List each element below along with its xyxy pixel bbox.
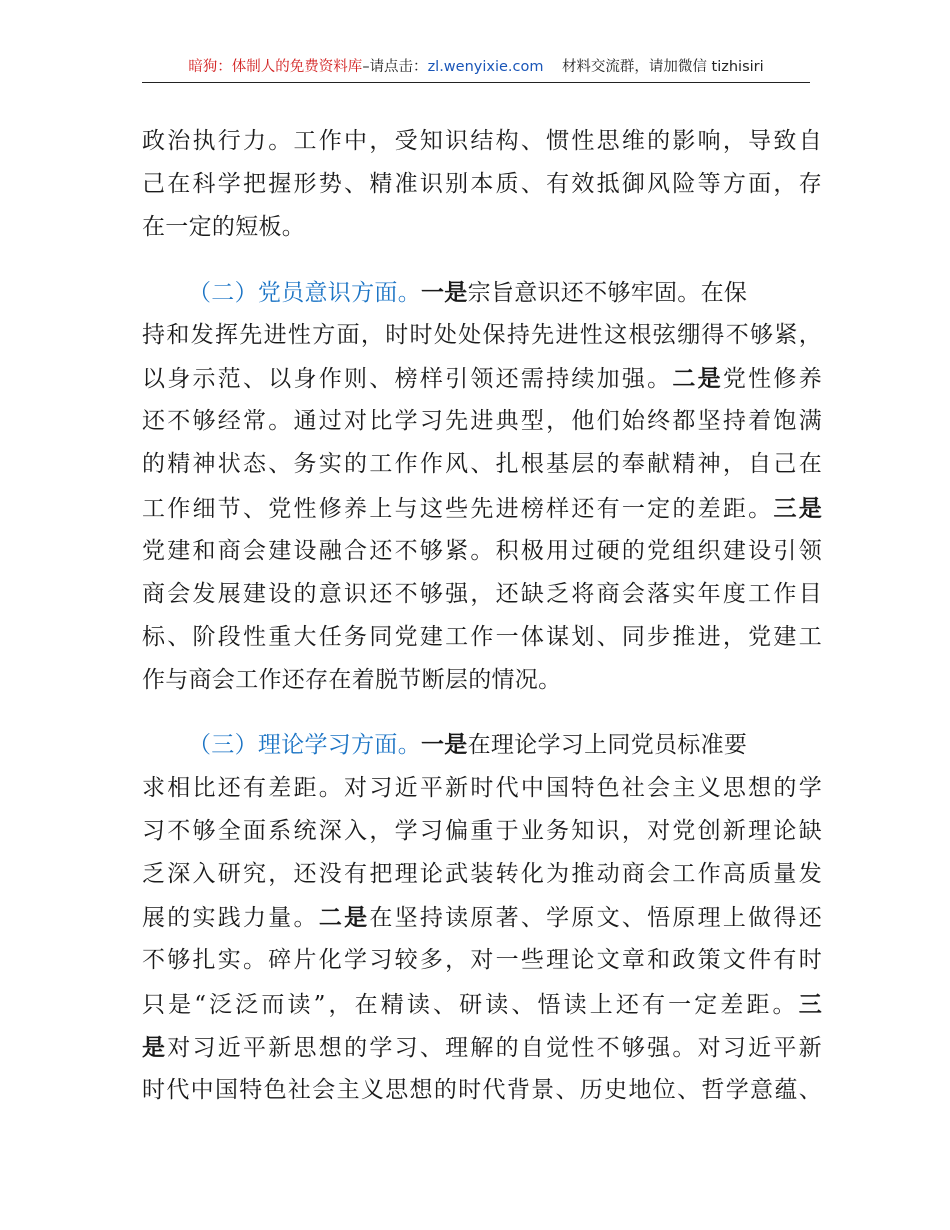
header-url-link[interactable]: zl.wenyixie.com <box>427 59 544 75</box>
text-line <box>142 896 822 939</box>
text-line: 政治执行力。工作中，受知识结构、惯性思维的影响，导致自 <box>142 128 822 154</box>
page-header <box>142 56 810 83</box>
text-line: 作与商会工作还存在着脱节断层的情况。 <box>142 667 562 694</box>
point-marker: 一是 <box>421 731 468 759</box>
text-line: 在一定的短板。 <box>142 214 306 241</box>
text-line: 时代中国特色社会主义思想的时代背景、历史地位、哲学意蕴、 <box>142 1076 822 1103</box>
text-line <box>142 357 822 400</box>
header-click-hint: –请点击： <box>362 59 428 75</box>
text-line: 己在科学把握形势、精准识别本质、有效抵御风险等方面，存 <box>142 171 822 198</box>
header-site-name: 暗狗：体制人的免费资料库 <box>188 59 363 75</box>
point-marker: 三是 <box>773 494 822 522</box>
text-span: 对习近平新思想的学习、理解的自觉性不够强。对习近平新 <box>167 1034 822 1061</box>
text-line <box>142 723 822 766</box>
text-line: 党建和商会建设融合还不够紧。积极用过硬的党组织建设引领 <box>142 537 822 564</box>
text-span: 只是“泛泛而读”，在精读、研读、悟读上还有一定差距。 <box>142 991 799 1018</box>
text-line <box>142 1026 822 1069</box>
text-line: 求相比还有差距。对习近平新时代中国特色社会主义思想的学 <box>142 774 822 801</box>
paragraph-2 <box>142 271 822 703</box>
text-line <box>142 271 822 314</box>
section-heading-party-awareness: （二）党员意识方面。 <box>188 279 421 306</box>
text-line: 还不够经常。通过对比学习先进典型，他们始终都坚持着饱满 <box>142 408 822 435</box>
section-heading-theory-study: （三）理论学习方面。 <box>188 732 421 759</box>
text-line: 的精神状态、务实的工作作风、扎根基层的奉献精神，自己在 <box>142 451 822 478</box>
point-marker: 二是 <box>672 364 723 392</box>
paragraph-1 <box>142 120 822 250</box>
document-body <box>142 120 822 1112</box>
text-line <box>142 983 822 1026</box>
text-span: 党性修养 <box>722 365 822 392</box>
text-span: 工作细节、党性修养上与这些先进榜样还有一定的差距。 <box>142 495 774 522</box>
text-span: 宗旨意识还不够牢固。在保 <box>467 279 748 306</box>
text-line: 不够扎实。碎片化学习较多，对一些理论文章和政策文件有时 <box>142 947 822 974</box>
point-marker: 二是 <box>318 904 370 932</box>
text-span: 在坚持读原著、学原文、悟原理上做得还 <box>369 905 822 932</box>
text-line: 标、阶段性重大任务同党建工作一体谋划、同步推进，党建工 <box>142 624 822 651</box>
point-marker: 一是 <box>421 278 468 306</box>
point-marker: 是 <box>142 1033 168 1061</box>
text-line: 持和发挥先进性方面，时时处处保持先进性这根弦绷得不够紧， <box>142 321 822 348</box>
text-line <box>142 487 822 530</box>
text-span: 在理论学习上同党员标准要 <box>467 732 748 759</box>
paragraph-3 <box>142 723 822 1112</box>
point-marker: 三 <box>798 990 822 1018</box>
text-span: 展的实践力量。 <box>142 905 319 932</box>
header-group-note: 材料交流群，请加微信 tizhisiri <box>561 59 764 75</box>
text-line: 商会发展建设的意识还不够强，还缺乏将商会落实年度工作目 <box>142 580 822 607</box>
text-line: 习不够全面系统深入，学习偏重于业务知识，对党创新理论缺 <box>142 817 822 844</box>
text-span: 以身示范、以身作则、榜样引领还需持续加强。 <box>142 365 673 392</box>
text-line: 乏深入研究，还没有把理论武装转化为推动商会工作高质量发 <box>142 861 822 887</box>
